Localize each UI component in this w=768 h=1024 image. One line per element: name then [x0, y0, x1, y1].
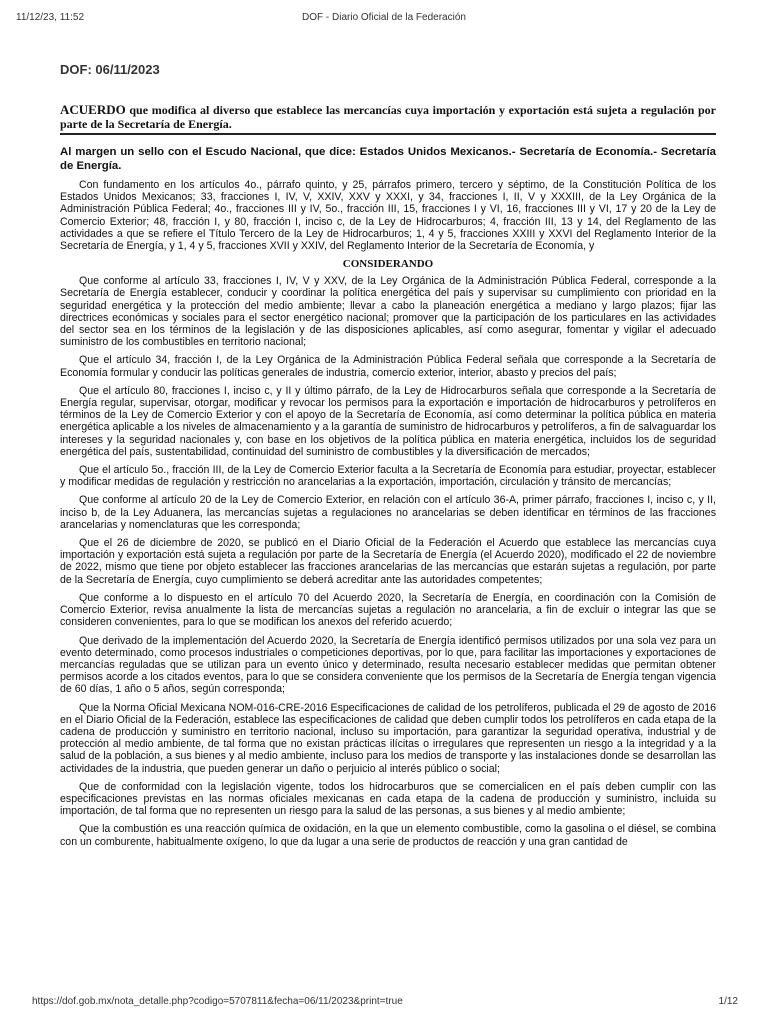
print-page-title: DOF - Diario Oficial de la Federación — [302, 12, 466, 23]
considerando-paragraph-6: Que el 26 de diciembre de 2020, se publicó en el Diario Oficial de la Federación el Acuerdo que establece las mercancías cuya importación y exportación está sujeta a regulación por parte de la Secretaría de Energía (el Acuerdo 2020), modificado el 22 de noviembre de 2022, mismo que tiene por objeto establecer las fracciones arancelarias de las mercancías que estarán sujetas a regulación, por parte de la Secretaría de Energía, cuyo cumplimiento se deberá acreditar ante las autoridades competentes; — [60, 537, 716, 586]
dof-date: DOF: 06/11/2023 — [60, 62, 160, 77]
preamble: Al margen un sello con el Escudo Nacional, que dice: Estados Unidos Mexicanos.- Secretaría de Economía.- Secretaría de Energía. — [60, 146, 716, 172]
print-timestamp: 11/12/23, 11:52 — [16, 12, 85, 23]
considerando-paragraph-8: Que derivado de la implementación del Acuerdo 2020, la Secretaría de Energía identificó permisos utilizados por una sola vez para un evento determinado, como procesos industriales o competiciones deportivas, por lo que, para facilitar las importaciones y exportaciones de mercancías reguladas que se utilizan para un evento único y determinado, resulta necesario establecer medidas que permitan obtener permisos acorde a los citados eventos, para lo que se considera conveniente que los permisos de la Secretaría de Energía tengan vigencia de 60 días, 1 año o 5 años, según corresponda; — [60, 634, 716, 696]
document-body — [60, 62, 716, 854]
considerando-paragraph-3: Que el artículo 80, fracciones I, inciso c, y II y último párrafo, de la Ley de Hidrocarburos señala que corresponde a la Secretaría de Energía regular, supervisar, otorgar, modificar y revocar los permisos para la exportación e importación de hidrocarburos y petrolíferos en términos de la Ley de Comercio Exterior y con el apoyo de la Secretaría de Economía, así como determinar la política pública en materia energética aplicable a los niveles de almacenamiento y a la garantía de suministro de hidrocarburos y petrolíferos, a fin de salvaguardar los intereses y la seguridad nacionales y, con base en los objetivos de la política pública en materia energética, incluidos los de seguridad energética del país, sustentabilidad, continuidad del suministro de combustibles y la diversificación de mercados; — [60, 384, 716, 458]
considerando-paragraph-9: Que la Norma Oficial Mexicana NOM-016-CRE-2016 Especificaciones de calidad de los petrolíferos, publicada el 29 de agosto de 2016 en el Diario Oficial de la Federación, establece las especificaciones de calidad que deben cumplir todos los petrolíferos en cada etapa de la cadena de producción y suministro en territorio nacional, incluso su importación, para garantizar la seguridad operativa, industrial y de protección al medio ambiente, de tal forma que no existan prácticas ilícitas o irregulares que representen un riesgo a la integridad y a la salud de la población, a sus bienes y al medio ambiente, incluso para los medios de transporte y las instalaciones donde se desarrollan las actividades de la industria, que pueden generar un daño o perjuicio al interés público o social; — [60, 701, 716, 775]
considerando-paragraph-4: Que el artículo 5o., fracción III, de la Ley de Comercio Exterior faculta a la Secretaría de Economía para estudiar, proyectar, establecer y modificar medidas de regulación y restricción no arancelarias a la exportación, importación, circulación y tránsito de mercancías; — [60, 464, 716, 489]
considerando-paragraph-1: Que conforme al artículo 33, fracciones I, IV, V y XXV, de la Ley Orgánica de la Administración Pública Federal, corresponde a la Secretaría de Energía establecer, conducir y coordinar la política energética del país y supervisar su cumplimiento con prioridad en la seguridad energética y la protección del medio ambiente; llevar a cabo la planeación energética a mediano y largo plazos; fijar las directrices económicas y sociales para el sector energético nacional; promover que la participación de los particulares en las actividades del sector sea en los términos de la legislación y de las disposiciones aplicables, así como asegurar, fomentar y vigilar el adecuado suministro de los combustibles en territorio nacional; — [60, 275, 716, 349]
page-counter: 1/12 — [718, 996, 738, 1007]
intro-paragraph: Con fundamento en los artículos 4o., párrafo quinto, y 25, párrafos primero, tercero y séptimo, de la Constitución Política de los Estados Unidos Mexicanos; 33, fracciones I, IV, V, XXIV, XXV y XXXI, y 34, fracciones I, II, V y XXXIII, de la Ley Orgánica de la Administración Pública Federal; 4o., fracciones III y IV, 5o., fracción III, 15, fracciones I y VI, 16, fracciones III y VI, 17 y 20 de la Ley de Comercio Exterior; 48, fracción I, y 80, fracción I, inciso c, de la Ley de Hidrocarburos; 4, fracción III, 13 y 14, del Reglamento de las actividades a que se refiere el Título Tercero de la Ley de Hidrocarburos; 1, 4 y 5, fracciones XXIII y XXVI del Reglamento Interior de la Secretaría de Energía, y 1, 4 y 5, fracciones XVII y XXIV, del Reglamento Interior de la Secretaría de Economía, y — [60, 179, 716, 253]
considerando-paragraph-11: Que la combustión es una reacción química de oxidación, en la que un elemento combustible, como la gasolina o el diésel, se combina con un comburente, habitualmente oxígeno, lo que da lugar a una serie de productos de reacción y una gran cantidad de — [60, 823, 716, 848]
considerando-paragraph-5: Que conforme al artículo 20 de la Ley de Comercio Exterior, en relación con el artículo 36-A, primer párrafo, fracciones I, inciso c, y II, inciso b, de la Ley Aduanera, las mercancías sujetas a regulaciones no arancelarias se deben identificar en términos de las fracciones arancelarias y nomenclaturas que les corresponda; — [60, 494, 716, 531]
considerando-paragraph-7: Que conforme a lo dispuesto en el artículo 70 del Acuerdo 2020, la Secretaría de Energía, en coordinación con la Comisión de Comercio Exterior, revisa anualmente la lista de mercancías sujetas a regulación no arancelaria, a fin de excluir o integrar las que se consideren convenientes, para lo que se modifican los anexos del referido acuerdo; — [60, 591, 716, 629]
considerando-paragraph-10: Que de conformidad con la legislación vigente, todos los hidrocarburos que se comercialicen en el país deben cumplir con las especificaciones previstas en las normas oficiales mexicanas en cada etapa de la cadena de producción y suministro, incluida su importación, de tal forma que no representen un riesgo para la salud de las personas, a sus bienes y al medio ambiente; — [60, 780, 716, 818]
acuerdo-title-rest: que modifica al diverso que establece las mercancías cuya importación y exportación está sujeta a regulación por parte de la Secretaría de Energía. — [60, 103, 716, 131]
acuerdo-title-lead: ACUERDO — [60, 102, 126, 117]
section-heading: CONSIDERANDO — [342, 258, 434, 271]
considerando-paragraph-2: Que el artículo 34, fracción I, de la Ley Orgánica de la Administración Pública Federal señala que corresponde a la Secretaría de Economía formular y conducir las políticas generales de industria, comercio exterior, interior, abasto y precios del país; — [60, 354, 716, 379]
print-header — [16, 12, 752, 28]
print-footer — [32, 996, 738, 1010]
print-url: https://dof.gob.mx/nota_detalle.php?codigo=5707811&fecha=06/11/2023&print=true — [32, 996, 403, 1007]
acuerdo-title — [60, 103, 716, 135]
